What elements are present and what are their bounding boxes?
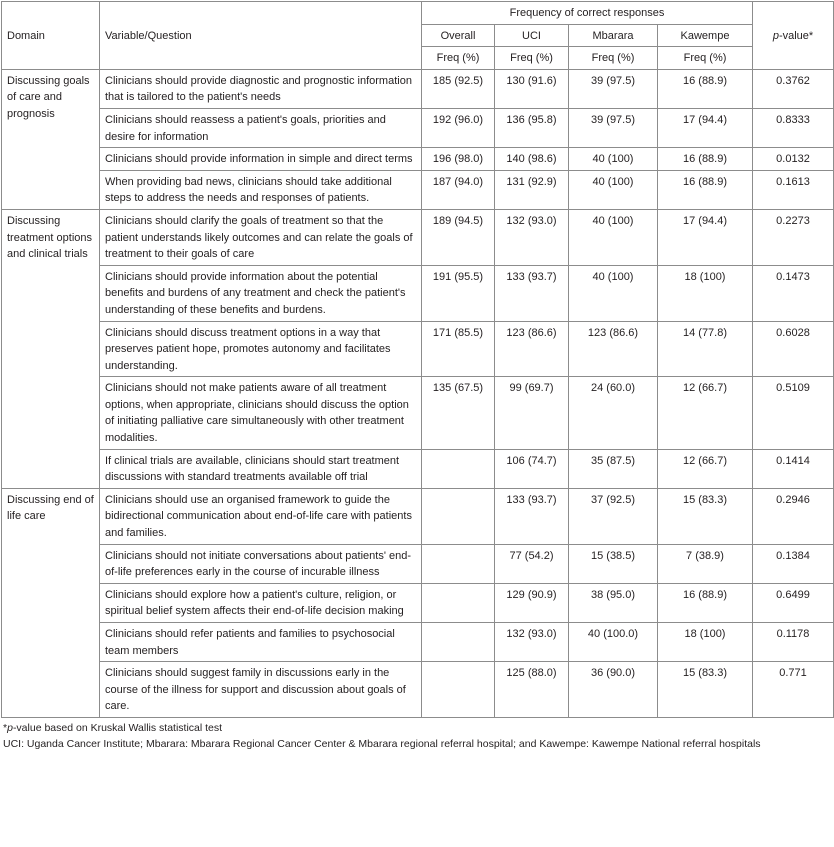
table-row [2,623,834,662]
question-cell: Clinicians should reassess a patient's goals, priorities and desire for information [100,108,422,147]
mbarara-freq-cell: 123 (86.6) [569,321,658,377]
pvalue-cell: 0.6499 [753,583,834,622]
uci-freq-cell: 106 (74.7) [495,449,569,488]
table-row [2,170,834,209]
pvalue-cell: 0.6028 [753,321,834,377]
overall-freq-cell: 196 (98.0) [422,148,495,171]
uci-freq-cell: 125 (88.0) [495,662,569,718]
kawempe-freq-cell: 12 (66.7) [658,377,753,449]
kawempe-freq-cell: 14 (77.8) [658,321,753,377]
domain-cell: Discussing end of life care [2,488,100,717]
pvalue-cell: 0.1473 [753,265,834,321]
pvalue-cell: 0.771 [753,662,834,718]
overall-freq-cell [422,488,495,544]
table-header [2,2,834,70]
table-row [2,209,834,265]
mbarara-freq-cell: 37 (92.5) [569,488,658,544]
domain-cell: Discussing treatment options and clinical trials [2,209,100,488]
question-cell: Clinicians should explore how a patient's culture, religion, or spiritual belief system affects their end-of-life decision making [100,583,422,622]
table-row [2,265,834,321]
header-group-0: Overall [422,24,495,47]
uci-freq-cell: 132 (93.0) [495,209,569,265]
overall-freq-cell [422,623,495,662]
kawempe-freq-cell: 16 (88.9) [658,69,753,108]
kawempe-freq-cell: 18 (100) [658,265,753,321]
uci-freq-cell: 132 (93.0) [495,623,569,662]
results-table [1,1,834,718]
overall-freq-cell [422,449,495,488]
table-row [2,377,834,449]
kawempe-freq-cell: 17 (94.4) [658,209,753,265]
header-pvalue-suffix: -value* [778,29,814,42]
table-body [2,69,834,717]
header-subheader-3: Freq (%) [658,47,753,70]
mbarara-freq-cell: 15 (38.5) [569,544,658,583]
question-cell: Clinicians should provide information in simple and direct terms [100,148,422,171]
table-row [2,662,834,718]
pvalue-cell: 0.1414 [753,449,834,488]
question-cell: Clinicians should use an organised framework to guide the bidirectional communication about end-of-life care with patients and families. [100,488,422,544]
uci-freq-cell: 77 (54.2) [495,544,569,583]
header-group-3: Kawempe [658,24,753,47]
pvalue-cell: 0.3762 [753,69,834,108]
table-row [2,488,834,544]
uci-freq-cell: 133 (93.7) [495,488,569,544]
uci-freq-cell: 133 (93.7) [495,265,569,321]
question-cell: If clinical trials are available, clinicians should start treatment discussions with standard treatments available off trial [100,449,422,488]
overall-freq-cell: 189 (94.5) [422,209,495,265]
header-subheader-1: Freq (%) [495,47,569,70]
uci-freq-cell: 99 (69.7) [495,377,569,449]
question-cell: Clinicians should provide diagnostic and prognostic information that is tailored to the patient's needs [100,69,422,108]
overall-freq-cell: 191 (95.5) [422,265,495,321]
table-row [2,449,834,488]
question-cell: Clinicians should suggest family in discussions early in the course of the illness for support and discussion about goals of care. [100,662,422,718]
overall-freq-cell [422,662,495,718]
header-group-1: UCI [495,24,569,47]
pvalue-cell: 0.2273 [753,209,834,265]
table-row [2,108,834,147]
mbarara-freq-cell: 40 (100) [569,170,658,209]
overall-freq-cell [422,583,495,622]
kawempe-freq-cell: 16 (88.9) [658,170,753,209]
table-row [2,583,834,622]
question-cell: Clinicians should refer patients and families to psychosocial team members [100,623,422,662]
pvalue-cell: 0.2946 [753,488,834,544]
kawempe-freq-cell: 16 (88.9) [658,583,753,622]
header-pvalue [753,2,834,70]
header-domain: Domain [2,2,100,70]
mbarara-freq-cell: 35 (87.5) [569,449,658,488]
overall-freq-cell: 185 (92.5) [422,69,495,108]
overall-freq-cell: 171 (85.5) [422,321,495,377]
kawempe-freq-cell: 15 (83.3) [658,488,753,544]
table-row [2,544,834,583]
footnote-abbreviations: UCI: Uganda Cancer Institute; Mbarara: Mbarara Regional Cancer Center & Mbarara regional referral hospital; and Kawempe: Kawempe National referral hospitals [3,738,761,751]
uci-freq-cell: 130 (91.6) [495,69,569,108]
header-subheader-0: Freq (%) [422,47,495,70]
header-subheader-2: Freq (%) [569,47,658,70]
overall-freq-cell: 135 (67.5) [422,377,495,449]
question-cell: Clinicians should discuss treatment options in a way that preserves patient hope, promotes autonomy and facilitates understanding. [100,321,422,377]
footnote-pvalue-text: -value based on Kruskal Wallis statistical test [12,721,223,734]
pvalue-cell: 0.5109 [753,377,834,449]
mbarara-freq-cell: 39 (97.5) [569,108,658,147]
uci-freq-cell: 129 (90.9) [495,583,569,622]
pvalue-cell: 0.1613 [753,170,834,209]
kawempe-freq-cell: 15 (83.3) [658,662,753,718]
mbarara-freq-cell: 24 (60.0) [569,377,658,449]
table-row [2,148,834,171]
mbarara-freq-cell: 40 (100) [569,265,658,321]
table-footnotes [1,718,833,752]
mbarara-freq-cell: 40 (100) [569,209,658,265]
overall-freq-cell [422,544,495,583]
kawempe-freq-cell: 16 (88.9) [658,148,753,171]
uci-freq-cell: 123 (86.6) [495,321,569,377]
pvalue-cell: 0.1384 [753,544,834,583]
question-cell: Clinicians should not make patients aware of all treatment options, when appropriate, clinicians should discuss the option of initiating palliative care simultaneously with other treatment modalities. [100,377,422,449]
mbarara-freq-cell: 40 (100.0) [569,623,658,662]
question-cell: Clinicians should clarify the goals of treatment so that the patient understands likely outcomes and can relate the goals of treatment to their goals of care [100,209,422,265]
pvalue-cell: 0.0132 [753,148,834,171]
kawempe-freq-cell: 17 (94.4) [658,108,753,147]
table-row [2,321,834,377]
overall-freq-cell: 192 (96.0) [422,108,495,147]
overall-freq-cell: 187 (94.0) [422,170,495,209]
mbarara-freq-cell: 40 (100) [569,148,658,171]
kawempe-freq-cell: 18 (100) [658,623,753,662]
mbarara-freq-cell: 39 (97.5) [569,69,658,108]
header-frequency-group: Frequency of correct responses [422,2,753,25]
pvalue-cell: 0.8333 [753,108,834,147]
mbarara-freq-cell: 36 (90.0) [569,662,658,718]
mbarara-freq-cell: 38 (95.0) [569,583,658,622]
pvalue-cell: 0.1178 [753,623,834,662]
header-variable: Variable/Question [100,2,422,70]
results-table-container [1,1,833,752]
footnote-pvalue: *p-value based on Kruskal Wallis statistical test [3,721,223,734]
question-cell: When providing bad news, clinicians should take additional steps to address the needs and responses of patients. [100,170,422,209]
table-row [2,69,834,108]
kawempe-freq-cell: 12 (66.7) [658,449,753,488]
domain-cell: Discussing goals of care and prognosis [2,69,100,209]
footnote-pvalue-italic: p [7,721,13,734]
question-cell: Clinicians should not initiate conversations about patients' end-of-life preferences early in the course of incurable illness [100,544,422,583]
uci-freq-cell: 131 (92.9) [495,170,569,209]
uci-freq-cell: 136 (95.8) [495,108,569,147]
header-pvalue-prefix: p [772,29,779,42]
uci-freq-cell: 140 (98.6) [495,148,569,171]
question-cell: Clinicians should provide information about the potential benefits and burdens of any treatment and check the patient's understanding of these benefits and burdens. [100,265,422,321]
kawempe-freq-cell: 7 (38.9) [658,544,753,583]
header-group-2: Mbarara [569,24,658,47]
